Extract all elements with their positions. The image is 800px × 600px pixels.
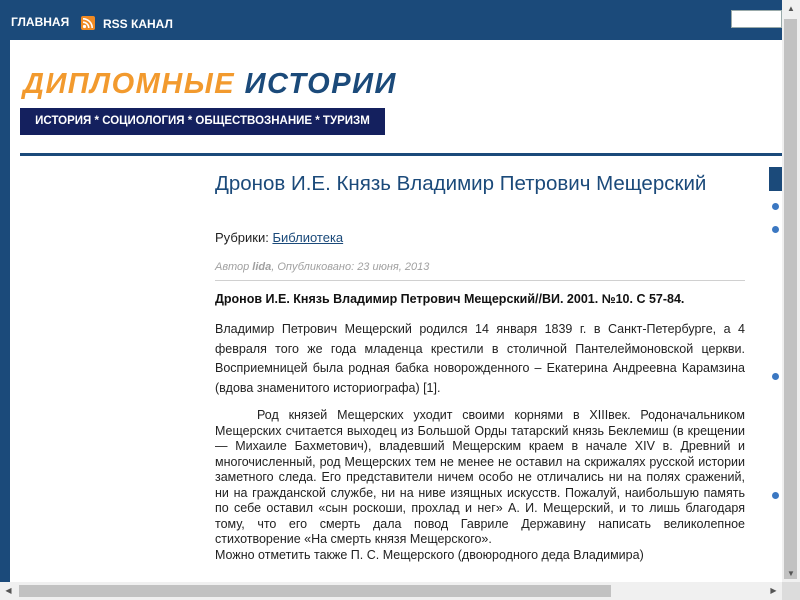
site-tagline: ИСТОРИЯ * СОЦИОЛОГИЯ * ОБЩЕСТВОЗНАНИЕ * ТУРИЗМ bbox=[20, 108, 385, 135]
bullet-dot-icon bbox=[772, 373, 779, 380]
paragraph-2 bbox=[215, 408, 745, 563]
post-rubrics bbox=[215, 230, 343, 245]
horizontal-scroll-thumb[interactable] bbox=[19, 585, 611, 597]
meta-divider bbox=[215, 280, 745, 281]
vertical-scrollbar[interactable] bbox=[782, 0, 800, 582]
nav-home-link[interactable]: ГЛАВНАЯ bbox=[11, 15, 70, 29]
vertical-scroll-thumb[interactable] bbox=[784, 19, 797, 579]
scroll-left-icon[interactable]: ◀ bbox=[5, 586, 12, 595]
bullet-dot-icon bbox=[772, 203, 779, 210]
published-date: , Опубликовано: 23 июня, 2013 bbox=[271, 261, 430, 273]
author-name[interactable]: lida bbox=[252, 261, 272, 273]
nav-rss-link[interactable]: RSS КАНАЛ bbox=[103, 17, 173, 31]
horizontal-scrollbar[interactable] bbox=[0, 582, 782, 600]
rubrics-label: Рубрики: bbox=[215, 230, 269, 245]
search-input[interactable] bbox=[731, 10, 782, 28]
rss-icon[interactable] bbox=[81, 16, 95, 30]
scroll-down-icon[interactable]: ▼ bbox=[787, 569, 795, 578]
header-divider bbox=[20, 153, 782, 156]
top-navigation-bar bbox=[0, 0, 782, 40]
rubric-link-library[interactable]: Библиотека bbox=[272, 230, 344, 245]
paragraph-3-partial: Можно отметить также П. С. Мещерского (двоюродного деда Владимира) bbox=[215, 547, 644, 562]
right-sidebar-edge bbox=[769, 167, 782, 600]
logo-word-2: ИСТОРИИ bbox=[244, 68, 397, 100]
bullet-dot-icon bbox=[772, 226, 779, 233]
scroll-up-icon[interactable]: ▲ bbox=[787, 4, 795, 13]
page-content bbox=[10, 40, 782, 600]
author-prefix: Автор bbox=[215, 261, 250, 273]
bullet-dot-icon bbox=[772, 492, 779, 499]
scroll-right-icon[interactable]: ▶ bbox=[770, 586, 777, 595]
paragraph-1: Владимир Петрович Мещерский родился 14 января 1839 г. в Санкт-Петербурге, а 4 февраля того же года младенца крестили в столичной Пантелеймоновской церкви. Восприемницей была родная бабка новорожденного – Екатерина Андреевна Карамзина (вдова знаменитого историографа) [1]. bbox=[215, 322, 745, 395]
logo-word-1: ДИПЛОМНЫЕ bbox=[23, 68, 236, 100]
scrollbar-corner bbox=[782, 582, 800, 600]
site-logo[interactable] bbox=[23, 68, 397, 101]
sidebar-header-block bbox=[769, 167, 782, 191]
post-title[interactable]: Дронов И.Е. Князь Владимир Петрович Мещерский bbox=[215, 172, 707, 195]
paragraph-2-text: Род князей Мещерских уходит своими корнями в XIIIвек. Родоначальником Мещерских считается выходец из Большой Орды татарский князь Беклемиш (в крещении — Михаиле Бахметович), владевший Мещерским краем в начале XIV в. Древний и многочисленный, род Мещерских тем не менее не оставил на скрижалях русской истории заметного следа. Его представители ничем особо не отличались ни на полях сражений, ни на гражданской службе, ни на ниве изящных искусств. Пожалуй, наибольшую память по себе оставил «сын роскоши, прохлад и нег» А. И. Мещерский, и то лишь благодаря тому, что его смерть дала повод Гавриле Державину написать великолепное стихотворение «На смерть князя Мещерского». bbox=[215, 408, 745, 546]
post-meta bbox=[215, 261, 429, 273]
post-citation: Дронов И.Е. Князь Владимир Петрович Мещерский//ВИ. 2001. №10. С 57-84. bbox=[215, 292, 685, 306]
